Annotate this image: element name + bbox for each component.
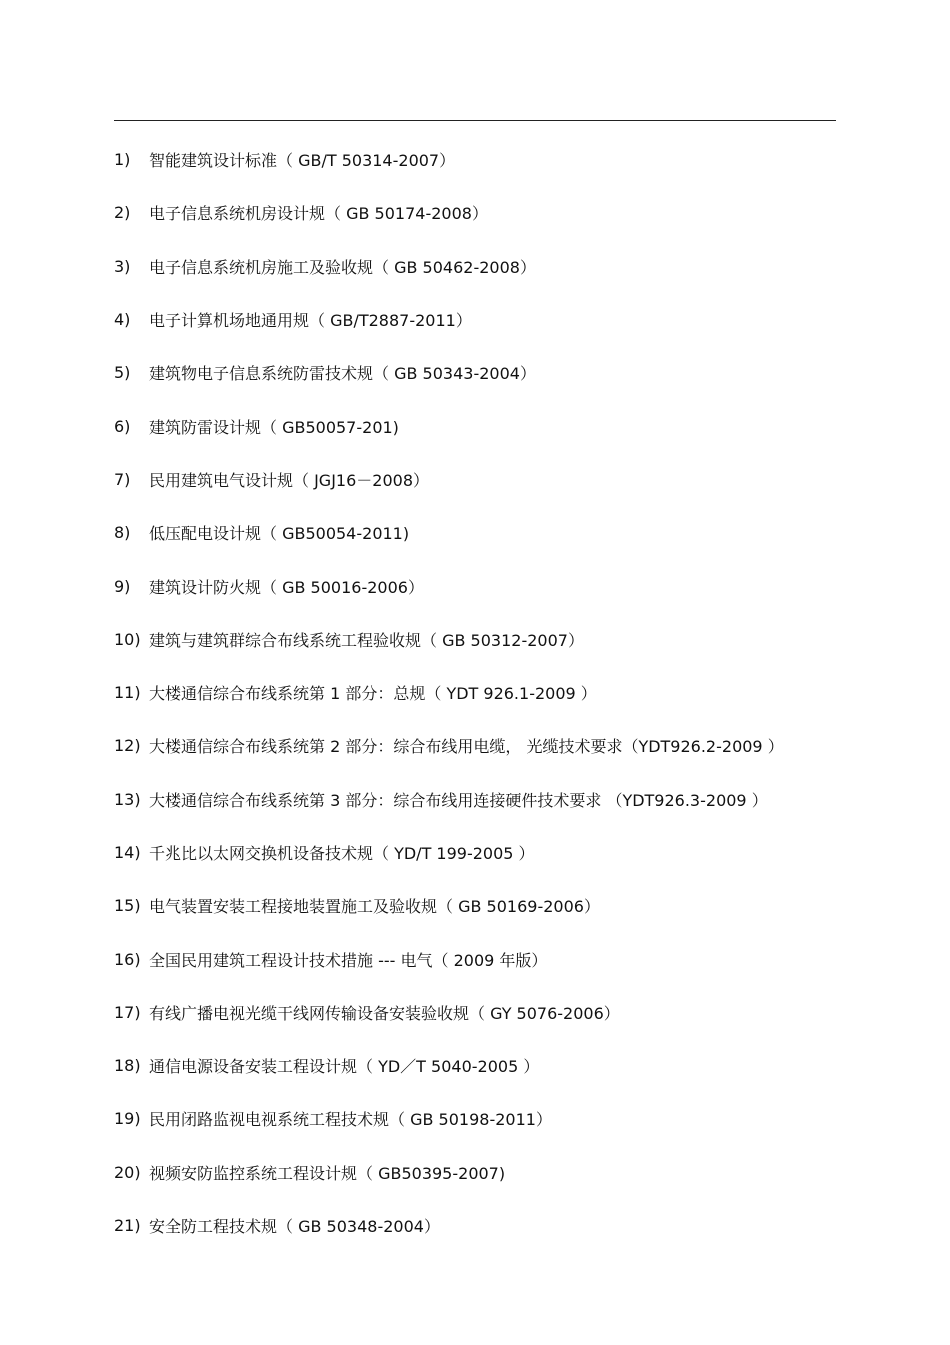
list-item bbox=[114, 773, 844, 826]
list-item bbox=[114, 1092, 844, 1145]
item-number: 17) bbox=[114, 1002, 141, 1022]
list-item bbox=[114, 293, 844, 346]
item-text: 大楼通信综合布线系统第 3 部分：综合布线用连接硬件技术要求 （YDT926.3-2009 ） bbox=[149, 790, 768, 810]
item-text: 电子信息系统机房施工及验收规（ GB 50462-2008） bbox=[149, 257, 536, 277]
list-item bbox=[114, 932, 844, 985]
list-item bbox=[114, 613, 844, 666]
item-number: 4) bbox=[114, 310, 131, 330]
item-text: 大楼通信综合布线系统第 2 部分：综合布线用电缆， 光缆技术要求（YDT926.2-2009 ） bbox=[149, 737, 784, 757]
item-text: 建筑物电子信息系统防雷技术规（ GB 50343-2004） bbox=[149, 364, 536, 384]
item-text: 有线广播电视光缆干线网传输设备安装验收规（ GY 5076-2006） bbox=[149, 1003, 620, 1023]
item-number: 5) bbox=[114, 363, 131, 383]
item-number: 21) bbox=[114, 1216, 141, 1236]
list-item bbox=[114, 506, 844, 559]
list-item bbox=[114, 1146, 844, 1199]
item-number: 6) bbox=[114, 416, 131, 436]
item-text: 电子信息系统机房设计规（ GB 50174-2008） bbox=[149, 204, 488, 224]
item-number: 16) bbox=[114, 949, 141, 969]
item-number: 2) bbox=[114, 203, 131, 223]
list-item bbox=[114, 1199, 844, 1252]
list-item bbox=[114, 879, 844, 932]
item-text: 通信电源设备安装工程设计规（ YD／T 5040-2005 ） bbox=[149, 1057, 540, 1077]
header-rule bbox=[114, 120, 836, 121]
item-number: 13) bbox=[114, 789, 141, 809]
list-item bbox=[114, 240, 844, 293]
list-item bbox=[114, 1039, 844, 1092]
item-number: 15) bbox=[114, 896, 141, 916]
item-text: 建筑设计防火规（ GB 50016-2006） bbox=[149, 577, 424, 597]
item-text: 智能建筑设计标准（ GB/T 50314-2007） bbox=[149, 151, 456, 171]
item-number: 9) bbox=[114, 576, 131, 596]
item-text: 大楼通信综合布线系统第 1 部分：总规（ YDT 926.1-2009 ） bbox=[149, 684, 597, 704]
item-number: 10) bbox=[114, 629, 141, 649]
list-item bbox=[114, 559, 844, 612]
item-number: 1) bbox=[114, 150, 131, 170]
item-text: 建筑与建筑群综合布线系统工程验收规（ GB 50312-2007） bbox=[149, 630, 584, 650]
item-text: 千兆比以太网交换机设备技术规（ YD/T 199-2005 ） bbox=[149, 844, 535, 863]
list-item bbox=[114, 133, 844, 186]
standards-list bbox=[114, 133, 844, 1252]
item-text: 电子计算机场地通用规（ GB/T2887-2011） bbox=[149, 311, 472, 331]
item-text: 民用建筑电气设计规（ JGJ16－2008） bbox=[149, 470, 430, 490]
list-item bbox=[114, 719, 844, 772]
item-text: 民用闭路监视电视系统工程技术规（ GB 50198-2011） bbox=[149, 1110, 552, 1130]
list-item bbox=[114, 986, 844, 1039]
item-number: 12) bbox=[114, 736, 141, 756]
list-item bbox=[114, 186, 844, 239]
item-number: 19) bbox=[114, 1109, 141, 1129]
list-item bbox=[114, 826, 844, 879]
list-item bbox=[114, 346, 844, 399]
item-number: 20) bbox=[114, 1162, 141, 1182]
item-number: 3) bbox=[114, 256, 131, 276]
list-item bbox=[114, 399, 844, 452]
item-text: 安全防工程技术规（ GB 50348-2004） bbox=[149, 1217, 440, 1237]
item-number: 14) bbox=[114, 843, 141, 862]
item-text: 低压配电设计规（ GB50054-2011) bbox=[149, 524, 410, 544]
list-item bbox=[114, 666, 844, 719]
item-number: 18) bbox=[114, 1056, 141, 1076]
item-text: 建筑防雷设计规（ GB50057-201) bbox=[149, 417, 399, 437]
item-number: 7) bbox=[114, 469, 131, 489]
item-text: 视频安防监控系统工程设计规（ GB50395-2007) bbox=[149, 1163, 506, 1183]
item-number: 8) bbox=[114, 523, 131, 543]
list-item bbox=[114, 453, 844, 506]
item-text: 全国民用建筑工程设计技术措施 --- 电气（ 2009 年版） bbox=[149, 950, 548, 970]
item-text: 电气装置安装工程接地装置施工及验收规（ GB 50169-2006） bbox=[149, 897, 600, 917]
item-number: 11) bbox=[114, 683, 141, 703]
